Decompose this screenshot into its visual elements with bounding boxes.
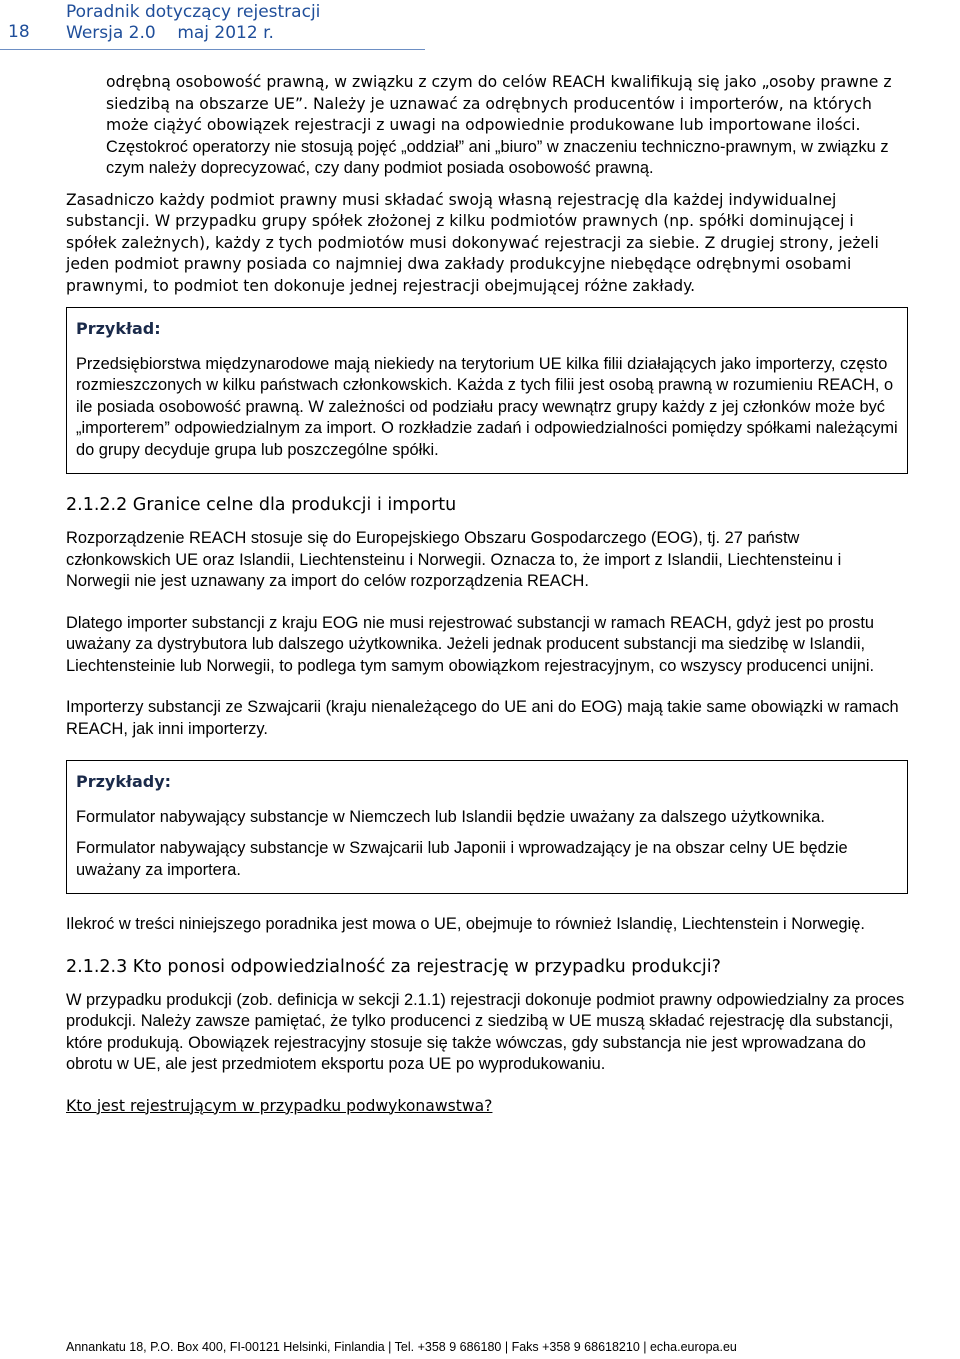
example-text: Formulator nabywający substancje w Szwajcarii lub Japonii i wprowadzający je na obszar celny UE będzie uważany za importera.: [76, 839, 848, 879]
paragraph-text: odrębną osobowość prawną, w związku z czym do celów REACH kwalifikują się jako „osoby prawne z siedzibą na obszarze UE”. Należy je uznawać za odrębnych producentów i importerów, na których może ciążyć obowiązek rejestracji z uwagi na odpowiednie produkowane lub importowane ilości.: [106, 73, 892, 134]
page-content: [66, 72, 908, 1117]
paragraph-switzerland: Importerzy substancji ze Szwajcarii (kraju nienależącego do UE ani do EOG) mają takie same obowiązki w ramach REACH, jak inni importerzy.: [66, 698, 899, 738]
example-box-1: [66, 307, 908, 474]
paragraph-registration-per-entity: Zasadniczo każdy podmiot prawny musi składać swoją własną rejestrację dla każdej indywidualnej substancji. W przypadku grupy spółek złożonej z kilku podmiotów prawnych (np. spółki dominującej i spółek zależnych), każdy z tych podmiotów musi dokonywać rejestracji za siebie. Z drugiej strony, jeżeli jeden podmiot prawny posiada co najmniej dwa zakłady produkcyjne niebędące odrębnymi osobami prawnymi, to podmiot ten dokonuje jednej rejestracji obejmującej różne zakłady.: [66, 190, 879, 295]
section-2-1-2-2-body: [66, 528, 908, 740]
example-box-2: [66, 760, 908, 894]
document-version: Wersja 2.0 maj 2012 r.: [66, 23, 274, 43]
paragraph-eu-definition: Ilekroć w treści niniejszego poradnika jest mowa o UE, obejmuje to również Islandię, Liechtenstein i Norwegię.: [66, 915, 865, 933]
paragraph-text: Częstokroć operatorzy nie stosują pojęć „oddział” ani „biuro” w znaczeniu techniczno-prawnym, w związku z czym należy doprecyzować, czy dany podmiot posiada osobowość prawną.: [106, 137, 889, 177]
eu-scope-note: [66, 914, 908, 936]
header-divider: [0, 49, 425, 50]
page-number: 18: [8, 22, 30, 42]
examples-label: Przykłady:: [76, 772, 172, 791]
document-title: Poradnik dotyczący rejestracji: [66, 2, 321, 22]
section-heading-2-1-2-2: 2.1.2.2 Granice celne dla produkcji i importu: [66, 495, 457, 515]
example-text: Przedsiębiorstwa międzynarodowe mają niekiedy na terytorium UE kilka filii działających jako importerzy, często rozmieszczonych w kilku państwach członkowskich. Każda z tych filii jest osobą prawną w rozumieniu REACH, o ile posiada osobowość prawną. W zależności od podziału pracy wewnątrz grupy każdy z jej członków może być „importerem” odpowiedzialnym za import. O rozkładzie zadań i odpowiedzialności pomiędzy spółkami należącymi do grupy decyduje grupa lub poszczególne spółki.: [76, 354, 898, 459]
section-2-1-2-3-body: [66, 990, 908, 1076]
example-label: Przykład:: [76, 319, 161, 338]
page-header: [0, 0, 960, 60]
example-text: Formulator nabywający substancje w Niemczech lub Islandii będzie uważany za dalszego użytkownika.: [76, 807, 825, 826]
section-heading-2-1-2-3: 2.1.2.3 Kto ponosi odpowiedzialność za rejestrację w przypadku produkcji?: [66, 956, 721, 977]
paragraph-eea-importer: Dlatego importer substancji z kraju EOG nie musi rejestrować substancji w ramach REACH, gdyż jest po prostu uważany za dystrybutora lub dalszego użytkownika. Jeżeli jednak producent substancji ma siedzibę w Islandii, Liechtensteinie lub Norwegii, to podlega tym samym obowiązkom rejestracyjnym, co wszyscy producenci unijni.: [66, 613, 875, 675]
paragraph-manufacturing-registration: W przypadku produkcji (zob. definicja w sekcji 2.1.1) rejestracji dokonuje podmiot prawny odpowiedzialny za proces produkcji. Należy zawsze pamiętać, że tylko producenci z siedzibą w UE muszą składać rejestrację dla substancji, które produkują. Obowiązek rejestracyjny stosuje się także wówczas, gdy substancja nie jest wprowadzana do obrotu w UE, ale jest przedmiotem eksportu poza UE po wyprodukowaniu.: [66, 990, 905, 1073]
paragraph-eea-scope: Rozporządzenie REACH stosuje się do Europejskiego Obszaru Gospodarczego (EOG), tj. 27 państw członkowskich UE oraz Islandii, Liechtensteinu i Norwegii. Oznacza to, że import z Islandii, Liechtensteinu i Norwegii nie jest uznawany za import do celów rozporządzenia REACH.: [66, 529, 842, 590]
page-footer: Annankatu 18, P.O. Box 400, FI-00121 Helsinki, Finlandia | Tel. +358 9 686180 | Faks +358 9 68618210 | echa.europa.eu: [66, 1340, 737, 1354]
paragraph-legal-entities: [66, 72, 908, 180]
subcontracting-question-link[interactable]: Kto jest rejestrującym w przypadku podwykonawstwa?: [66, 1096, 493, 1115]
